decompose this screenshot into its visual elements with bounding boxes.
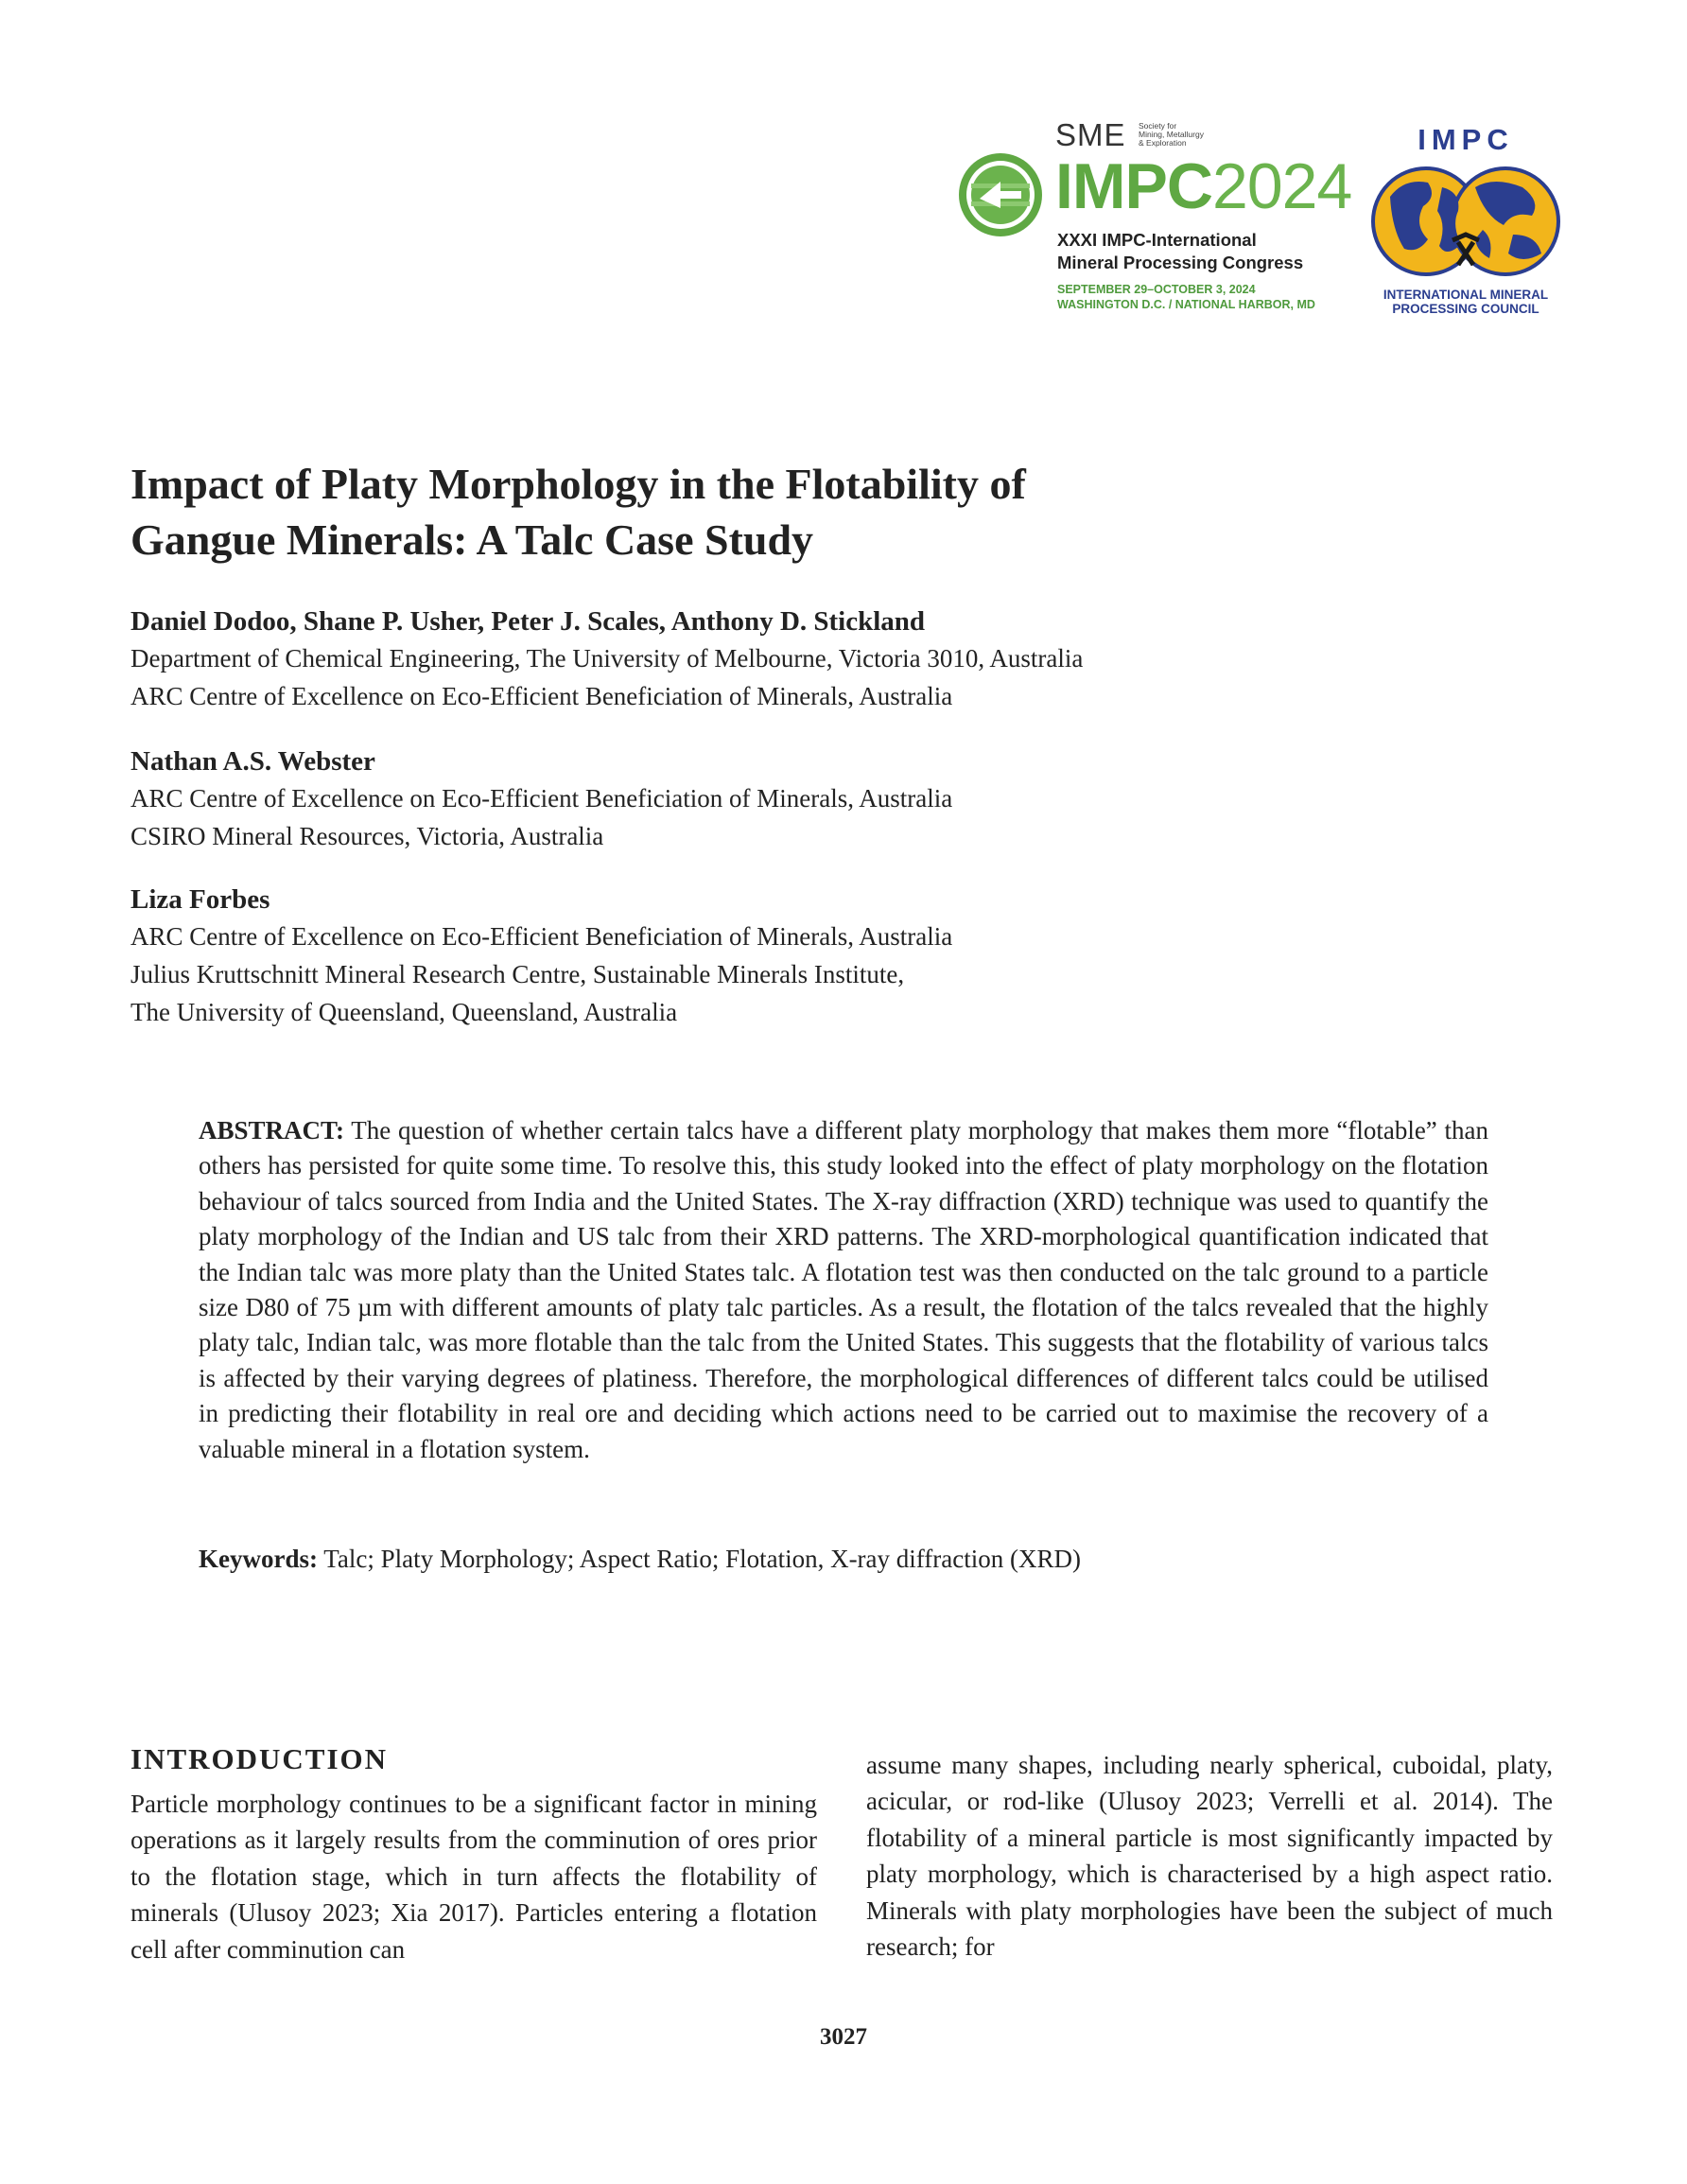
congress-date-text: SEPTEMBER 29–OCTOBER 3, 2024 <box>1057 283 1256 296</box>
council-name <box>1365 288 1566 316</box>
congress-dates <box>1057 282 1315 312</box>
impc-wordmark-text: IMPC <box>1055 150 1212 222</box>
section-heading-introduction: INTRODUCTION <box>130 1742 389 1775</box>
abstract <box>199 1113 1488 1467</box>
paper-title-line-2: Gangue Minerals: A Talc Case Study <box>130 515 814 564</box>
congress-name <box>1057 229 1303 274</box>
sme-wordmark: SME <box>1055 117 1126 152</box>
author-affiliation: ARC Centre of Excellence on Eco-Efficient Beneficiation of Minerals, Australia <box>130 922 953 951</box>
congress-location: WASHINGTON D.C. / NATIONAL HARBOR, MD <box>1057 298 1315 311</box>
council-name-line-2: PROCESSING COUNCIL <box>1392 302 1539 316</box>
globe-icon <box>1371 159 1560 284</box>
author-group-1 <box>130 603 1454 715</box>
author-affiliation: Department of Chemical Engineering, The University of Melbourne, Victoria 3010, Australia <box>130 644 1084 673</box>
council-name-line-1: INTERNATIONAL MINERAL <box>1383 288 1549 302</box>
author-names: Daniel Dodoo, Shane P. Usher, Peter J. Scales, Anthony D. Stickland <box>130 606 926 637</box>
abstract-text: The question of whether certain talcs have a different platy morphology that makes them more “flotable” than others has persisted for quite some time. To resolve this, this study looked into the effect of platy morphology on the flotation behaviour of talcs sourced from India and the United States. The X-ray diffraction (XRD) technique was used to quantify the platy morphology of the Indian and US talc from their XRD patterns. The XRD-morphological quantification indicated that the Indian talc was more platy than the United States talc. A flotation test was then conducted on the talc ground to a particle size D80 of 75 µm with different amounts of platy talc particles. As a result, the flotation of the talcs revealed that the highly platy talc, Indian talc, was more flotable than the talc from the United States. This suggests that the flotability of various talcs is affected by their varying degrees of platiness. Therefore, the morphological differences of different talcs could be utilised in predicting their flotability in real ore and deciding which actions need to be carried out to maximise the recovery of a valuable mineral in a flotation system. <box>199 1116 1489 1463</box>
council-acronym: IMPC <box>1417 123 1514 156</box>
paper-title-line-1: Impact of Platy Morphology in the Flotability of <box>130 460 1026 508</box>
author-affiliation: CSIRO Mineral Resources, Victoria, Australia <box>130 822 604 850</box>
author-names: Liza Forbes <box>130 884 270 915</box>
author-names: Nathan A.S. Webster <box>130 746 375 777</box>
congress-line-2: Mineral Processing Congress <box>1057 253 1304 272</box>
author-group-2 <box>130 743 1454 855</box>
intro-column-left: Particle morphology continues to be a significant factor in mining operations as it largely results from the comminution of ores prior to the flotation stage, which in turn affects the flotability of minerals (Ulusoy 2023; Xia 2017). Particles entering a flotation cell after comminution can <box>130 1790 817 1964</box>
keywords-label: Keywords: <box>199 1545 318 1573</box>
author-affiliation: The University of Queensland, Queensland, Australia <box>130 998 678 1026</box>
impc2024-badge-icon <box>957 151 1044 238</box>
sme-tagline-line: Mining, Metallurgy <box>1139 130 1204 139</box>
impc-year: 2024 <box>1212 150 1352 222</box>
intro-column-right: assume many shapes, including nearly spherical, cuboidal, platy, acicular, or rod-like (Ulusoy 2023; Verrelli et al. 2014). The flotability of a mineral particle is most significantly impacted by platy morphology, which is characterised by a high aspect ratio. Minerals with platy morphologies have been the subject of much research; for <box>866 1751 1553 1962</box>
sme-tagline-line: Society for <box>1139 121 1177 131</box>
author-affiliation: ARC Centre of Excellence on Eco-Efficient Beneficiation of Minerals, Australia <box>130 682 953 710</box>
paper-title <box>130 456 1360 568</box>
author-group-3 <box>130 882 1454 1031</box>
author-affiliation: ARC Centre of Excellence on Eco-Efficient Beneficiation of Minerals, Australia <box>130 784 953 812</box>
sme-tagline <box>1139 122 1224 148</box>
page-number: 3027 <box>820 2024 867 2050</box>
abstract-label: ABSTRACT: <box>199 1116 345 1144</box>
sme-logo <box>1055 117 1226 155</box>
keywords-text: Talc; Platy Morphology; Aspect Ratio; Flotation, X-ray diffraction (XRD) <box>323 1545 1081 1573</box>
author-affiliation: Julius Kruttschnitt Mineral Research Centre, Sustainable Minerals Institute, <box>130 960 905 988</box>
impc2024-wordmark <box>1055 150 1352 222</box>
sme-tagline-line: & Exploration <box>1139 138 1187 148</box>
congress-line-1: XXXI IMPC-International <box>1057 230 1257 250</box>
keywords <box>199 1542 1488 1577</box>
